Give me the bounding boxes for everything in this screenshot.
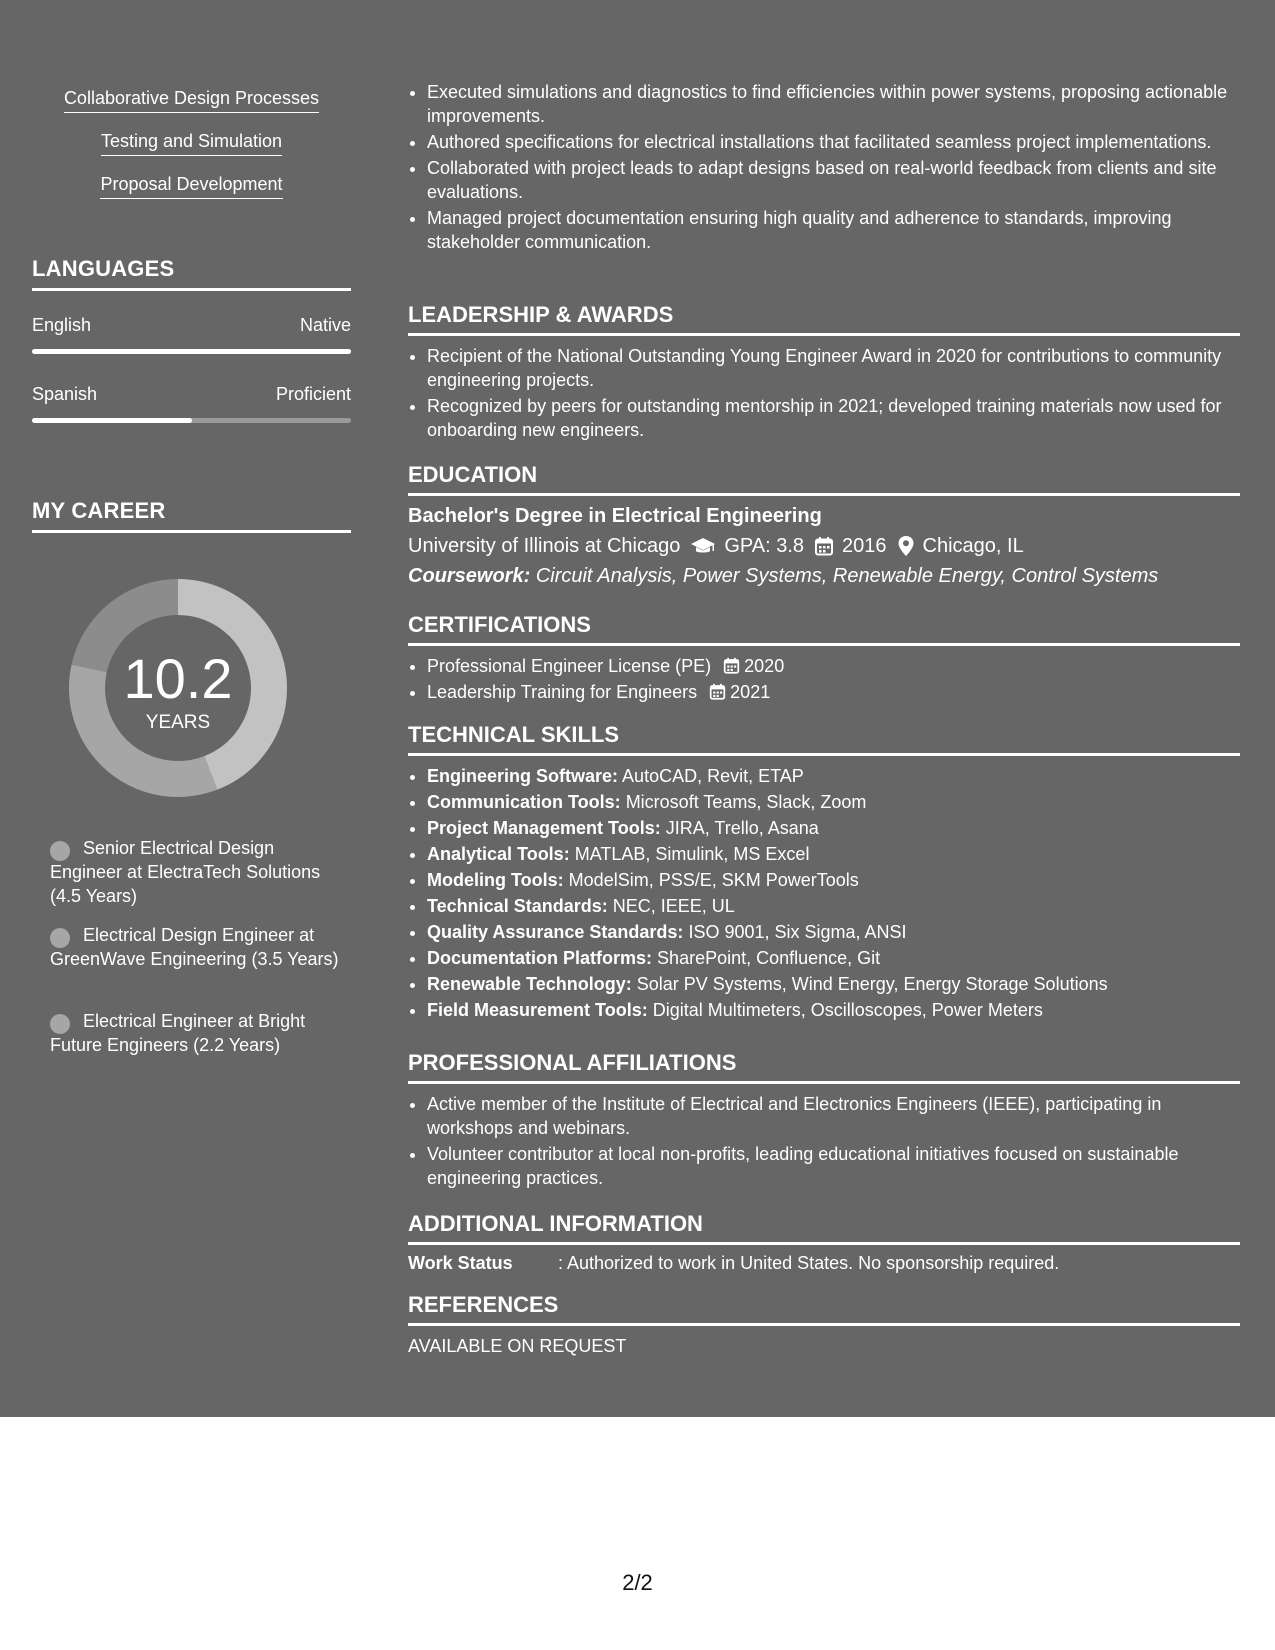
education-location: Chicago, IL <box>922 535 1024 557</box>
certifications-heading: CERTIFICATIONS <box>408 612 1240 646</box>
additional-info <box>408 1251 1240 1275</box>
certification-year: 2020 <box>744 656 785 676</box>
references-text: AVAILABLE ON REQUEST <box>408 1336 627 1356</box>
career-dot-icon <box>50 841 70 861</box>
career-item-text: Electrical Design Engineer at GreenWave Engineering (3.5 Years) <box>50 925 339 969</box>
language-level-fill <box>32 349 351 354</box>
skills-heading: TECHNICAL SKILLS <box>408 722 1240 756</box>
gpa: GPA: 3.8 <box>724 535 805 557</box>
language-level-bar <box>32 349 351 354</box>
skill-value: SharePoint, Confluence, Git <box>657 948 881 968</box>
list-item: • Collaborated with project leads to adapt designs based on real-world feedback from clients and site evaluations. <box>427 156 1240 204</box>
strength-item: Collaborative Design Processes <box>64 86 319 113</box>
language-name: English <box>32 315 92 335</box>
skills-list <box>408 764 1240 1024</box>
page-number: 2/2 <box>622 1570 653 1595</box>
list-item <box>427 680 1240 704</box>
leadership-heading: LEADERSHIP & AWARDS <box>408 302 1240 336</box>
list-item <box>427 816 1240 840</box>
references-heading: REFERENCES <box>408 1292 1240 1326</box>
career-item <box>50 1009 340 1057</box>
list-item <box>427 920 1240 944</box>
certifications-list <box>408 654 1240 706</box>
calendar-icon <box>723 657 740 674</box>
list-item: • Active member of the Institute of Electrical and Electronics Engineers (IEEE), participating in workshops and webinars. <box>427 1092 1240 1140</box>
skill-value: JIRA, Trello, Asana <box>665 818 819 838</box>
list-item: • Managed project documentation ensuring high quality and adherence to standards, improving stakeholder communication. <box>427 206 1240 254</box>
language-spanish <box>32 382 351 423</box>
certification-year: 2021 <box>730 682 771 702</box>
coursework <box>408 561 1240 591</box>
career-item <box>50 923 340 971</box>
list-item <box>427 946 1240 970</box>
list-item: • Recipient of the National Outstanding Young Engineer Award in 2020 for contributions to community engineering projects. <box>427 344 1240 392</box>
calendar-icon <box>814 536 834 556</box>
career-donut-chart <box>66 576 290 800</box>
map-pin-icon <box>897 535 915 557</box>
skill-value: Digital Multimeters, Oscilloscopes, Power Meters <box>652 1000 1043 1020</box>
list-item <box>427 790 1240 814</box>
skill-label: Engineering Software: <box>427 766 619 786</box>
skill-label: Analytical Tools: <box>427 844 570 864</box>
coursework-label: Coursework: <box>408 565 531 587</box>
skill-label: Documentation Platforms: <box>427 948 653 968</box>
affiliations-heading: PROFESSIONAL AFFILIATIONS <box>408 1050 1240 1084</box>
list-item: • Volunteer contributor at local non-profits, leading educational initiatives focused on sustainable engineering practices. <box>427 1142 1240 1190</box>
skill-label: Modeling Tools: <box>427 870 564 890</box>
career-total-unit: YEARS <box>145 712 211 733</box>
strength-item: Testing and Simulation <box>101 129 282 156</box>
calendar-icon <box>709 683 726 700</box>
language-level: Native <box>299 315 351 335</box>
list-item: • Authored specifications for electrical installations that facilitated seamless project implementations. <box>427 130 1240 154</box>
skill-value: Microsoft Teams, Slack, Zoom <box>625 792 867 812</box>
language-level-fill <box>32 418 192 423</box>
career-dot-icon <box>50 1014 70 1034</box>
affiliations-list <box>408 1092 1240 1192</box>
list-item <box>427 764 1240 788</box>
skill-value: MATLAB, Simulink, MS Excel <box>574 844 810 864</box>
languages-heading: LANGUAGES <box>32 256 351 291</box>
skill-label: Technical Standards: <box>427 896 608 916</box>
list-item <box>427 972 1240 996</box>
list-item <box>427 894 1240 918</box>
career-heading: MY CAREER <box>32 498 351 533</box>
additional-info-heading: ADDITIONAL INFORMATION <box>408 1211 1240 1245</box>
list-item <box>427 868 1240 892</box>
list-item <box>427 654 1240 678</box>
education-heading: EDUCATION <box>408 462 1240 496</box>
skill-label: Quality Assurance Standards: <box>427 922 684 942</box>
language-level: Proficient <box>275 384 351 404</box>
school-name: University of Illinois at Chicago <box>408 535 681 557</box>
career-total-value: 10.2 <box>123 647 233 710</box>
skill-value: ModelSim, PSS/E, SKM PowerTools <box>568 870 859 890</box>
work-status-label: Work Status <box>408 1253 513 1273</box>
strengths-list <box>32 86 351 215</box>
education-details <box>408 531 1240 561</box>
list-item: • Executed simulations and diagnostics to find efficiencies within power systems, proposing actionable improvements. <box>427 80 1240 128</box>
degree-title: Bachelor's Degree in Electrical Engineering <box>408 505 822 527</box>
skill-value: NEC, IEEE, UL <box>612 896 735 916</box>
career-item <box>50 836 340 908</box>
experience-bullets <box>408 80 1240 256</box>
language-level-bar <box>32 418 351 423</box>
skill-label: Renewable Technology: <box>427 974 632 994</box>
list-item: • Recognized by peers for outstanding mentorship in 2021; developed training materials now used for onboarding new engineers. <box>427 394 1240 442</box>
graduation-year: 2016 <box>842 535 887 557</box>
education-entry <box>408 501 1240 591</box>
skill-label: Project Management Tools: <box>427 818 661 838</box>
skill-label: Communication Tools: <box>427 792 621 812</box>
strength-item: Proposal Development <box>100 172 282 199</box>
career-item-text: Senior Electrical Design Engineer at ElectraTech Solutions (4.5 Years) <box>50 838 321 906</box>
skill-value: AutoCAD, Revit, ETAP <box>622 766 804 786</box>
skill-value: Solar PV Systems, Wind Energy, Energy Storage Solutions <box>636 974 1108 994</box>
career-dot-icon <box>50 928 70 948</box>
language-name: Spanish <box>32 384 98 404</box>
graduation-cap-icon <box>690 536 716 556</box>
work-status-value: : Authorized to work in United States. No sponsorship required. <box>558 1253 1060 1273</box>
language-english <box>32 313 351 354</box>
skill-value: ISO 9001, Six Sigma, ANSI <box>688 922 907 942</box>
certification-name: Leadership Training for Engineers <box>427 682 698 702</box>
skill-label: Field Measurement Tools: <box>427 1000 648 1020</box>
leadership-list <box>408 344 1240 444</box>
list-item <box>427 998 1240 1022</box>
certification-name: Professional Engineer License (PE) <box>427 656 712 676</box>
career-item-text: Electrical Engineer at Bright Future Engineers (2.2 Years) <box>50 1011 306 1055</box>
coursework-list: Circuit Analysis, Power Systems, Renewable Energy, Control Systems <box>535 565 1159 587</box>
list-item <box>427 842 1240 866</box>
